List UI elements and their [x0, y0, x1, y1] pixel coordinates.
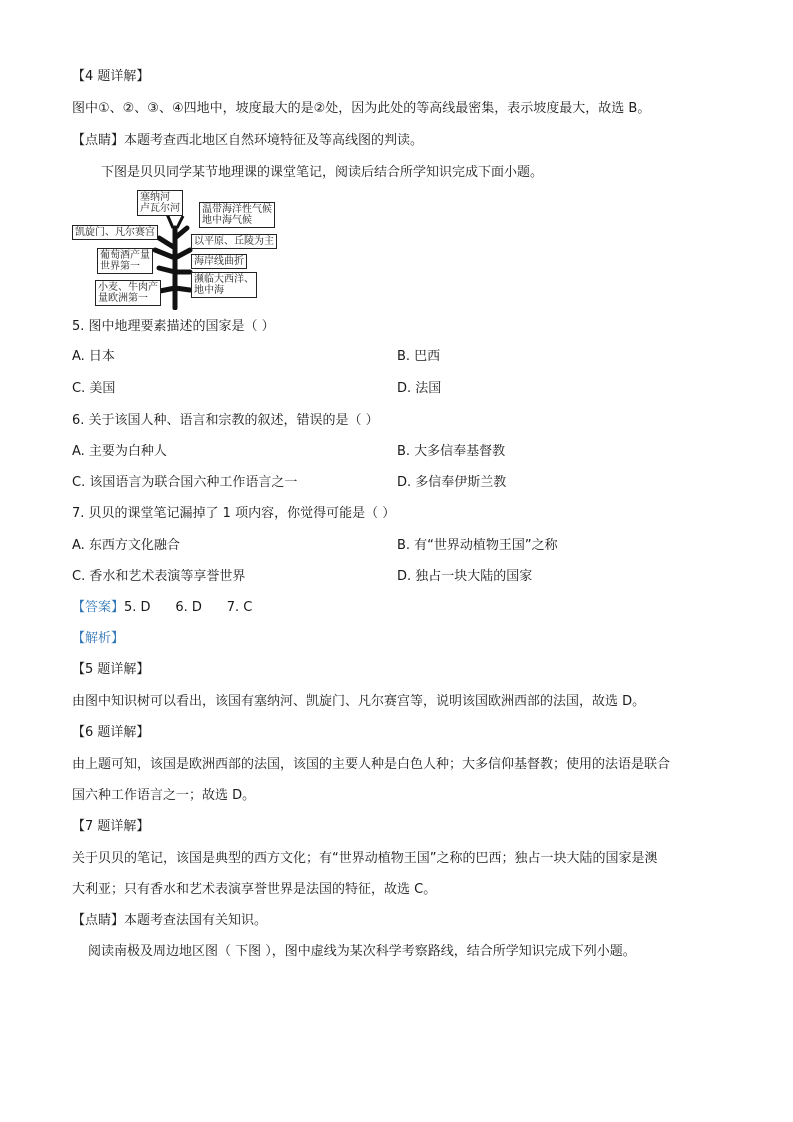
diagram-box-landmarks: 凯旋门、凡尔赛宫 — [72, 225, 158, 240]
option-c: C. 美国 — [72, 381, 116, 396]
option-d: D. 法国 — [397, 381, 442, 396]
question-stem: 6. 关于该国人种、语言和宗教的叙述，错误的是（ ） — [72, 413, 379, 428]
explanation-text: 关于贝贝的笔记，该国是典型的西方文化；有“世界动植物王国”之称的巴西；独占一块大陆的国家是澳 — [72, 851, 658, 866]
diagram-box-coastline: 海岸线曲折 — [191, 254, 247, 269]
section-header: 【6 题详解】 — [72, 725, 150, 740]
answer-values: 5. D 6. D 7. C — [124, 600, 253, 615]
question-stem: 7. 贝贝的课堂笔记漏掉了 1 项内容，你觉得可能是（ ） — [72, 506, 396, 521]
diagram-box-climate: 温带海洋性气候 地中海气候 — [199, 202, 275, 228]
next-intro-text: 阅读南极及周边地区图（ 下图 ），图中虚线为某次科学考察路线，结合所学知识完成下列小题。 — [88, 944, 636, 959]
option-c: C. 香水和艺术表演等享誉世界 — [72, 569, 246, 584]
explanation-text-cont: 国六种工作语言之一；故选 D。 — [72, 788, 256, 803]
section-header: 【5 题详解】 — [72, 662, 150, 677]
option-a: A. 主要为白种人 — [72, 444, 167, 459]
diagram-box-wheat: 小麦、牛肉产 量欧洲第一 — [95, 280, 161, 306]
section-header: 【4 题详解】 — [72, 69, 150, 84]
explanation-text: 图中①、②、③、④四地中，坡度最大的是②处，因为此处的等高线最密集，表示坡度最大，故选 B。 — [72, 101, 651, 116]
diagram-box-wine: 葡萄酒产量 世界第一 — [97, 248, 153, 274]
intro-text: 下图是贝贝同学某节地理课的课堂笔记，阅读后结合所学知识完成下面小题。 — [101, 165, 544, 180]
explanation-text: 由上题可知，该国是欧洲西部的法国，该国的主要人种是白色人种；大多信仰基督教；使用的法语是联合 — [72, 757, 671, 772]
comment-text: 【点睛】本题考查法国有关知识。 — [72, 913, 268, 928]
explanation-text-cont: 大利亚；只有香水和艺术表演享誉世界是法国的特征，故选 C。 — [72, 882, 437, 897]
answer-label: 【答案】 — [72, 600, 125, 615]
diagram-box-terrain: 以平原、丘陵为主 — [191, 234, 277, 249]
option-d: D. 独占一块大陆的国家 — [397, 569, 533, 584]
diagram-box-seas: 濒临大西洋、 地中海 — [191, 272, 257, 298]
comment-text: 【点睛】本题考查西北地区自然环境特征及等高线图的判读。 — [72, 133, 424, 148]
option-d: D. 多信奉伊斯兰教 — [397, 475, 507, 490]
option-b: B. 巴西 — [397, 349, 441, 364]
analysis-label: 【解析】 — [72, 631, 125, 646]
section-header: 【7 题详解】 — [72, 819, 150, 834]
diagram-box-rivers: 塞纳河 卢瓦尔河 — [137, 190, 183, 216]
option-b: B. 有“世界动植物王国”之称 — [397, 538, 558, 553]
option-a: A. 日本 — [72, 349, 115, 364]
option-a: A. 东西方文化融合 — [72, 538, 180, 553]
knowledge-tree-diagram — [75, 188, 280, 310]
explanation-text: 由图中知识树可以看出，该国有塞纳河、凯旋门、凡尔赛宫等，说明该国欧洲西部的法国，故选 D。 — [72, 694, 646, 709]
option-b: B. 大多信奉基督教 — [397, 444, 506, 459]
option-c: C. 该国语言为联合国六种工作语言之一 — [72, 475, 298, 490]
answer-line — [72, 599, 252, 617]
question-stem: 5. 图中地理要素描述的国家是（ ） — [72, 319, 275, 334]
